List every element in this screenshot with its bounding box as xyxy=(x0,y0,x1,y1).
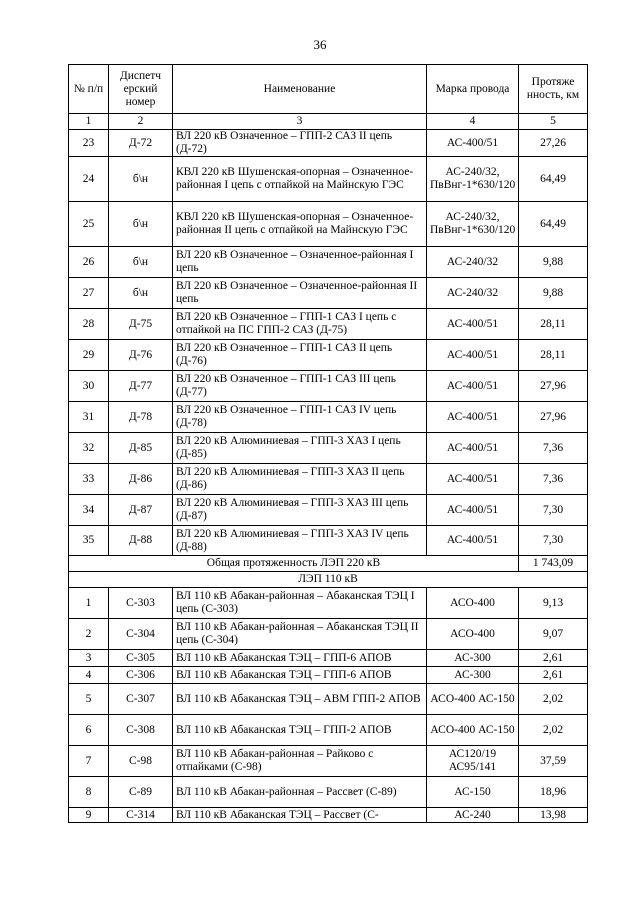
dispatch-number: б\н xyxy=(109,202,173,247)
row-number: 32 xyxy=(69,433,109,464)
header-dispatch: Диспетч ерский номер xyxy=(109,65,173,114)
row-number: 34 xyxy=(69,495,109,526)
row-number: 28 xyxy=(69,309,109,340)
table-row xyxy=(69,746,588,777)
row-number: 6 xyxy=(69,715,109,746)
column-number: 3 xyxy=(173,114,427,130)
row-number: 33 xyxy=(69,464,109,495)
dispatch-number: Д-72 xyxy=(109,130,173,157)
header-num: № п/п xyxy=(69,65,109,114)
line-length: 7,36 xyxy=(519,464,588,495)
row-number: 2 xyxy=(69,619,109,650)
table-row xyxy=(69,433,588,464)
dispatch-number: Д-78 xyxy=(109,402,173,433)
line-length: 7,36 xyxy=(519,433,588,464)
wire-grade: АСО-400 АС-150 xyxy=(427,715,519,746)
table-row xyxy=(69,667,588,684)
table-row xyxy=(69,371,588,402)
table-row xyxy=(69,619,588,650)
line-name: ВЛ 110 кВ Абакан-районная – Абаканская ТЭЦ I цепь (С-303) xyxy=(173,588,427,619)
line-length: 27,26 xyxy=(519,130,588,157)
dispatch-number: С-89 xyxy=(109,777,173,808)
dispatch-number: С-306 xyxy=(109,667,173,684)
line-length: 18,96 xyxy=(519,777,588,808)
table-row xyxy=(69,715,588,746)
column-number: 1 xyxy=(69,114,109,130)
dispatch-number: Д-86 xyxy=(109,464,173,495)
wire-grade: АС-400/51 xyxy=(427,402,519,433)
line-name: ВЛ 110 кВ Абаканская ТЭЦ – ГПП-2 АПОВ xyxy=(173,715,427,746)
table-row xyxy=(69,777,588,808)
dispatch-number: б\н xyxy=(109,247,173,278)
section-110-row xyxy=(69,572,588,588)
dispatch-number: С-307 xyxy=(109,684,173,715)
table-row xyxy=(69,130,588,157)
power-lines-table xyxy=(68,64,588,823)
line-name: ВЛ 220 кВ Означенное – Означенное-районная II цепь xyxy=(173,278,427,309)
column-number: 2 xyxy=(109,114,173,130)
dispatch-number: Д-76 xyxy=(109,340,173,371)
wire-grade: АС-240/32 xyxy=(427,278,519,309)
line-length: 2,61 xyxy=(519,667,588,684)
wire-grade: АС-400/51 xyxy=(427,433,519,464)
line-name: ВЛ 110 кВ Абаканская ТЭЦ – АВМ ГПП-2 АПОВ xyxy=(173,684,427,715)
wire-grade: АС120/19 АС95/141 xyxy=(427,746,519,777)
header-row xyxy=(69,65,588,114)
line-length: 9,07 xyxy=(519,619,588,650)
line-name: ВЛ 220 кВ Означенное – ГПП-2 САЗ II цепь (Д-72) xyxy=(173,130,427,157)
line-name: ВЛ 220 кВ Означенное – ГПП-1 САЗ II цепь (Д-76) xyxy=(173,340,427,371)
line-name: ВЛ 220 кВ Означенное – ГПП-1 САЗ I цепь с отпайкой на ПС ГПП-2 САЗ (Д-75) xyxy=(173,309,427,340)
wire-grade: АС-150 xyxy=(427,777,519,808)
wire-grade: АСО-400 АС-150 xyxy=(427,684,519,715)
table-row xyxy=(69,464,588,495)
table-row xyxy=(69,202,588,247)
line-length: 64,49 xyxy=(519,202,588,247)
line-length: 9,88 xyxy=(519,278,588,309)
line-name: ВЛ 110 кВ Абакан-районная – Абаканская ТЭЦ II цепь (С-304) xyxy=(173,619,427,650)
line-name: ВЛ 220 кВ Алюминиевая – ГПП-3 ХАЗ I цепь (Д-85) xyxy=(173,433,427,464)
table-row xyxy=(69,526,588,556)
column-number: 5 xyxy=(519,114,588,130)
line-length: 9,88 xyxy=(519,247,588,278)
line-name: ВЛ 220 кВ Алюминиевая – ГПП-3 ХАЗ III цепь (Д-87) xyxy=(173,495,427,526)
line-length: 28,11 xyxy=(519,340,588,371)
table-row xyxy=(69,309,588,340)
dispatch-number: Д-77 xyxy=(109,371,173,402)
line-length: 28,11 xyxy=(519,309,588,340)
row-number: 30 xyxy=(69,371,109,402)
wire-grade: АСО-400 xyxy=(427,588,519,619)
dispatch-number: С-98 xyxy=(109,746,173,777)
dispatch-number: б\н xyxy=(109,278,173,309)
line-length: 64,49 xyxy=(519,157,588,202)
line-name: ВЛ 110 кВ Абаканская ТЭЦ – ГПП-6 АПОВ xyxy=(173,667,427,684)
wire-grade: АС-240/32 xyxy=(427,247,519,278)
line-name: ВЛ 220 кВ Алюминиевая – ГПП-3 ХАЗ II цепь (Д-86) xyxy=(173,464,427,495)
header-wire: Марка провода xyxy=(427,65,519,114)
row-number: 35 xyxy=(69,526,109,556)
row-number: 4 xyxy=(69,667,109,684)
line-length: 2,02 xyxy=(519,715,588,746)
row-number: 31 xyxy=(69,402,109,433)
wire-grade: АС-400/51 xyxy=(427,464,519,495)
wire-grade: АС-400/51 xyxy=(427,130,519,157)
dispatch-number: Д-85 xyxy=(109,433,173,464)
row-number: 26 xyxy=(69,247,109,278)
line-name: ВЛ 220 кВ Означенное – ГПП-1 САЗ III цепь (Д-77) xyxy=(173,371,427,402)
line-length: 2,02 xyxy=(519,684,588,715)
line-name: ВЛ 220 кВ Означенное – Означенное-районная I цепь xyxy=(173,247,427,278)
wire-grade: АС-400/51 xyxy=(427,495,519,526)
line-length: 9,13 xyxy=(519,588,588,619)
line-name: КВЛ 220 кВ Шушенская-опорная – Означенное-районная I цепь с отпайкой на Майнскую ГЭС xyxy=(173,157,427,202)
row-number: 24 xyxy=(69,157,109,202)
line-name: ВЛ 110 кВ Абакан-районная – Рассвет (С-89) xyxy=(173,777,427,808)
wire-grade: АС-240/32, ПвВнг-1*630/120 xyxy=(427,157,519,202)
dispatch-number: С-305 xyxy=(109,650,173,667)
total-220-label: Общая протяженность ЛЭП 220 кВ xyxy=(69,556,519,572)
line-name: ВЛ 220 кВ Означенное – ГПП-1 САЗ IV цепь (Д-78) xyxy=(173,402,427,433)
table-row xyxy=(69,808,588,823)
wire-grade: АС-240/32, ПвВнг-1*630/120 xyxy=(427,202,519,247)
wire-grade: АС-240 xyxy=(427,808,519,823)
table-row xyxy=(69,402,588,433)
table-row xyxy=(69,247,588,278)
column-number-row xyxy=(69,114,588,130)
wire-grade: АС-400/51 xyxy=(427,371,519,402)
table-row xyxy=(69,495,588,526)
page-number: 36 xyxy=(313,37,327,52)
wire-grade: АС-400/51 xyxy=(427,340,519,371)
dispatch-number: С-308 xyxy=(109,715,173,746)
total-220-value: 1 743,09 xyxy=(519,556,588,572)
table-row xyxy=(69,157,588,202)
dispatch-number: Д-88 xyxy=(109,526,173,556)
dispatch-number: Д-87 xyxy=(109,495,173,526)
line-length: 27,96 xyxy=(519,371,588,402)
header-name: Наименование xyxy=(173,65,427,114)
line-name: ВЛ 220 кВ Алюминиевая – ГПП-3 ХАЗ IV цепь (Д-88) xyxy=(173,526,427,556)
line-name: ВЛ 110 кВ Абаканская ТЭЦ – Рассвет (С- xyxy=(173,808,427,823)
header-length: Протяже нность, км xyxy=(519,65,588,114)
table-row xyxy=(69,588,588,619)
column-number: 4 xyxy=(427,114,519,130)
line-name: КВЛ 220 кВ Шушенская-опорная – Означенное-районная II цепь с отпайкой на Майнскую ГЭС xyxy=(173,202,427,247)
line-length: 37,59 xyxy=(519,746,588,777)
table-row xyxy=(69,684,588,715)
row-number: 23 xyxy=(69,130,109,157)
line-length: 7,30 xyxy=(519,495,588,526)
row-number: 27 xyxy=(69,278,109,309)
dispatch-number: С-314 xyxy=(109,808,173,823)
section-110-title: ЛЭП 110 кВ xyxy=(69,572,588,588)
wire-grade: АСО-400 xyxy=(427,619,519,650)
wire-grade: АС-400/51 xyxy=(427,309,519,340)
wire-grade: АС-400/51 xyxy=(427,526,519,556)
wire-grade: АС-300 xyxy=(427,650,519,667)
table-row xyxy=(69,340,588,371)
dispatch-number: Д-75 xyxy=(109,309,173,340)
row-number: 29 xyxy=(69,340,109,371)
line-length: 7,30 xyxy=(519,526,588,556)
wire-grade: АС-300 xyxy=(427,667,519,684)
line-length: 27,96 xyxy=(519,402,588,433)
row-number: 8 xyxy=(69,777,109,808)
total-220-row xyxy=(69,556,588,572)
row-number: 7 xyxy=(69,746,109,777)
row-number: 3 xyxy=(69,650,109,667)
line-length: 2,61 xyxy=(519,650,588,667)
dispatch-number: б\н xyxy=(109,157,173,202)
row-number: 5 xyxy=(69,684,109,715)
line-length: 13,98 xyxy=(519,808,588,823)
table-row xyxy=(69,650,588,667)
row-number: 1 xyxy=(69,588,109,619)
dispatch-number: С-303 xyxy=(109,588,173,619)
table-row xyxy=(69,278,588,309)
dispatch-number: С-304 xyxy=(109,619,173,650)
line-name: ВЛ 110 кВ Абаканская ТЭЦ – ГПП-6 АПОВ xyxy=(173,650,427,667)
row-number: 9 xyxy=(69,808,109,823)
row-number: 25 xyxy=(69,202,109,247)
line-name: ВЛ 110 кВ Абакан-районная – Райково с отпайками (С-98) xyxy=(173,746,427,777)
